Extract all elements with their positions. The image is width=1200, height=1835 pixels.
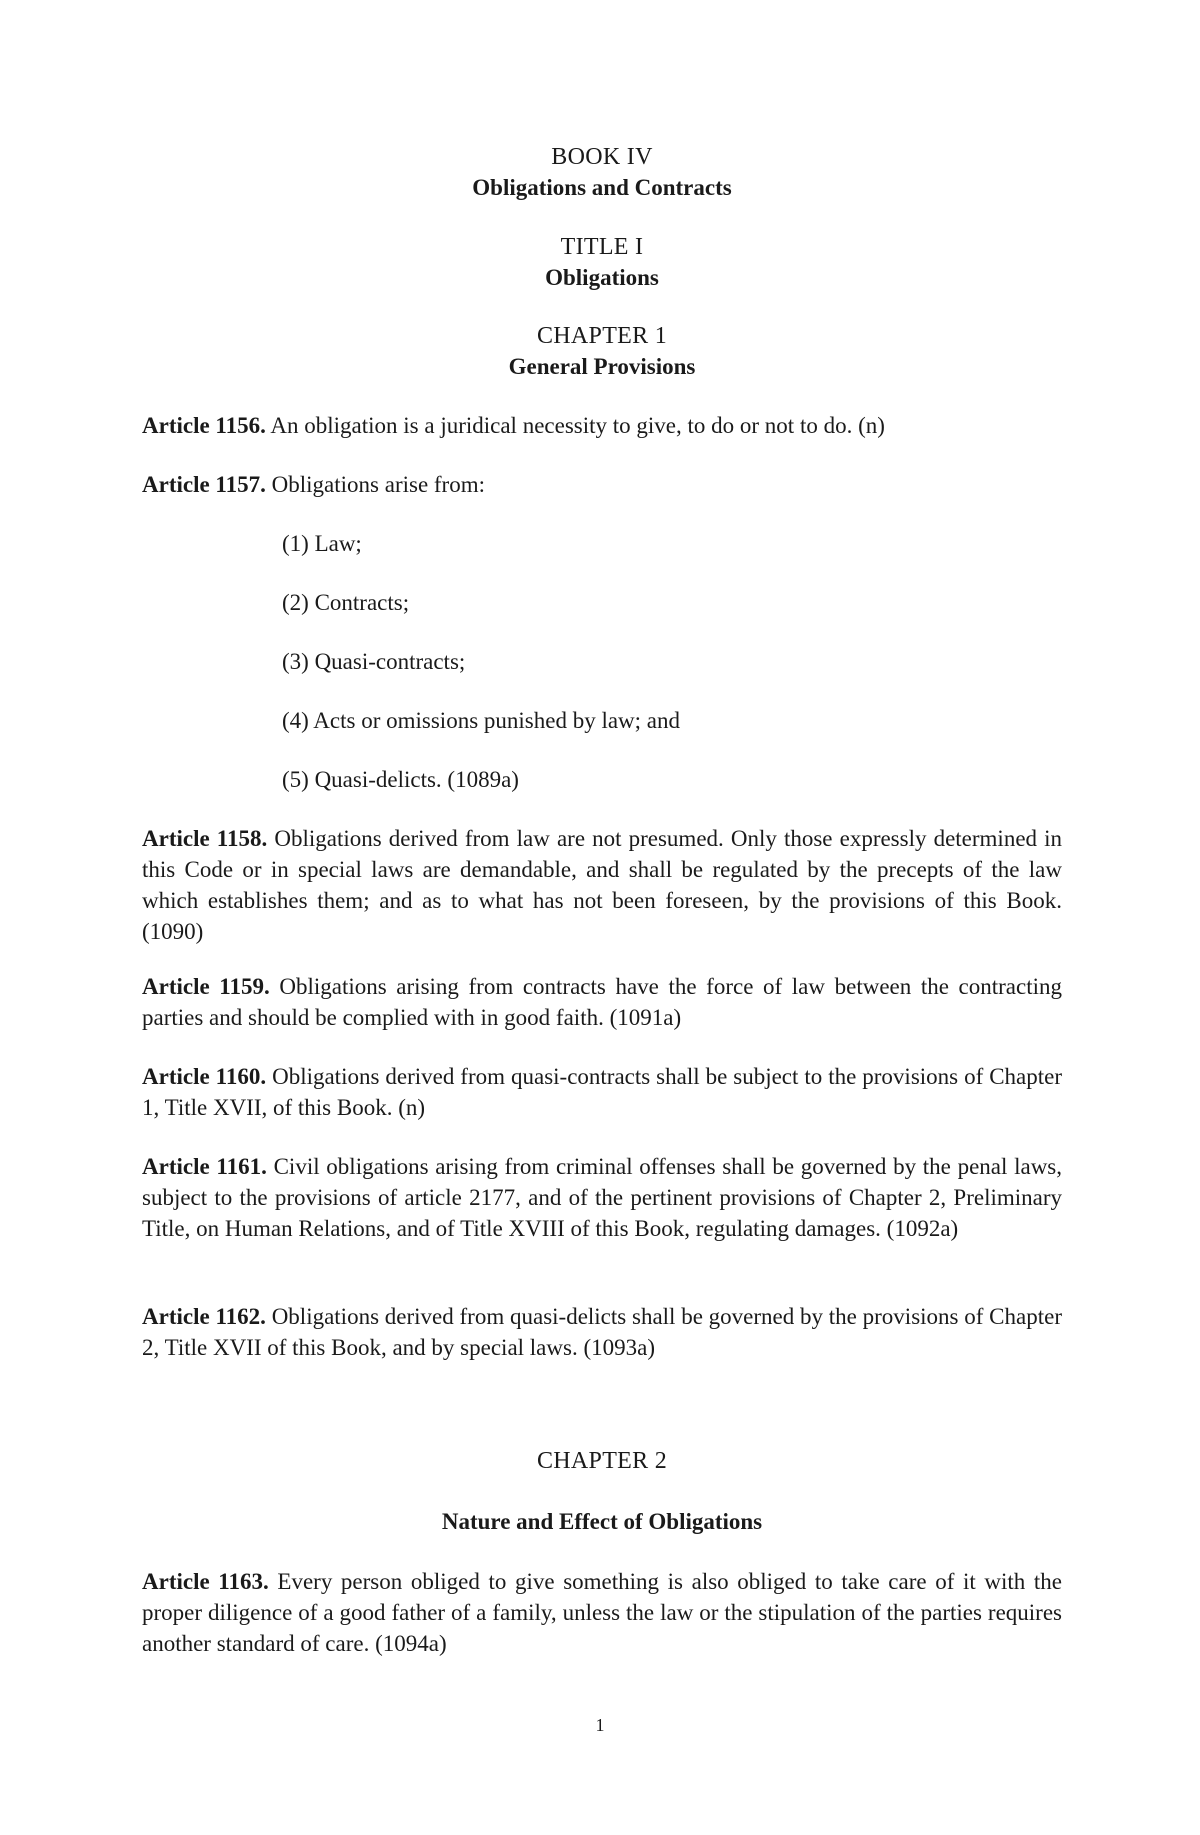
article-text: Civil obligations arising from criminal offenses shall be governed by the penal laws, subject to the provisions of article 2177, and of the pertinent provisions of Chapter 2, Preliminary Title, on Human Relations, and of Title XVIII of this Book, regulating damages. (1092a) xyxy=(142,1154,1063,1241)
article-1162 xyxy=(142,1301,1062,1363)
chapter-1-heading: CHAPTER 1 xyxy=(536,323,668,349)
title-heading: TITLE I xyxy=(560,234,644,260)
article-1161 xyxy=(142,1151,1062,1244)
article-label: Article 1161. xyxy=(142,1154,267,1179)
article-text: Obligations arise from: xyxy=(265,472,486,497)
book-subheading: Obligations and Contracts xyxy=(472,175,732,200)
article-label: Article 1158. xyxy=(142,826,268,851)
article-1158 xyxy=(142,823,1062,947)
article-text: An obligation is a juridical necessity to give, to do or not to do. (n) xyxy=(265,413,885,438)
article-text: Obligations derived from quasi-contracts shall be subject to the provisions of Chapter 1, Title XVII, of this Book. (n) xyxy=(142,1064,1062,1120)
chapter-2-heading: CHAPTER 2 xyxy=(536,1448,668,1474)
article-1163 xyxy=(142,1566,1062,1659)
page-number: 1 xyxy=(595,1715,605,1735)
article-label: Article 1157. xyxy=(142,472,266,497)
list-item: (1) Law; xyxy=(282,531,362,556)
article-text: Obligations derived from quasi-delicts shall be governed by the provisions of Chapter 2, Title XVII of this Book, and by special laws. (1093a) xyxy=(142,1304,1062,1360)
article-label: Article 1159. xyxy=(142,974,270,999)
article-label: Article 1162. xyxy=(142,1304,266,1329)
article-1160 xyxy=(142,1061,1062,1123)
article-text: Obligations derived from law are not presumed. Only those expressly determined in this Code or in special laws are demandable, and shall be regulated by the precepts of the law which establishes them; and as to what has not been foreseen, by the provisions of this Book. (1090) xyxy=(142,826,1063,944)
book-heading: BOOK IV xyxy=(551,144,653,170)
article-text: Obligations arising from contracts have the force of law between the contracting parties and should be complied with in good faith. (1091a) xyxy=(142,974,1062,1030)
list-item: (5) Quasi-delicts. (1089a) xyxy=(282,767,519,792)
article-label: Article 1163. xyxy=(142,1569,269,1594)
article-label: Article 1156. xyxy=(142,413,266,438)
list-item: (3) Quasi-contracts; xyxy=(282,649,466,674)
title-subheading: Obligations xyxy=(545,265,659,290)
chapter-1-subheading: General Provisions xyxy=(508,354,696,379)
list-item: (4) Acts or omissions punished by law; and xyxy=(282,708,680,733)
chapter-2-subheading: Nature and Effect of Obligations xyxy=(441,1509,763,1534)
list-item: (2) Contracts; xyxy=(282,590,410,615)
article-label: Article 1160. xyxy=(142,1064,267,1089)
article-1159 xyxy=(142,971,1062,1033)
article-1156 xyxy=(142,410,1062,441)
article-text: Every person obliged to give something is also obliged to take care of it with the proper diligence of a good father of a family, unless the law or the stipulation of the parties requires another standard of care. (1094a) xyxy=(142,1569,1062,1656)
article-1157 xyxy=(142,469,1062,500)
